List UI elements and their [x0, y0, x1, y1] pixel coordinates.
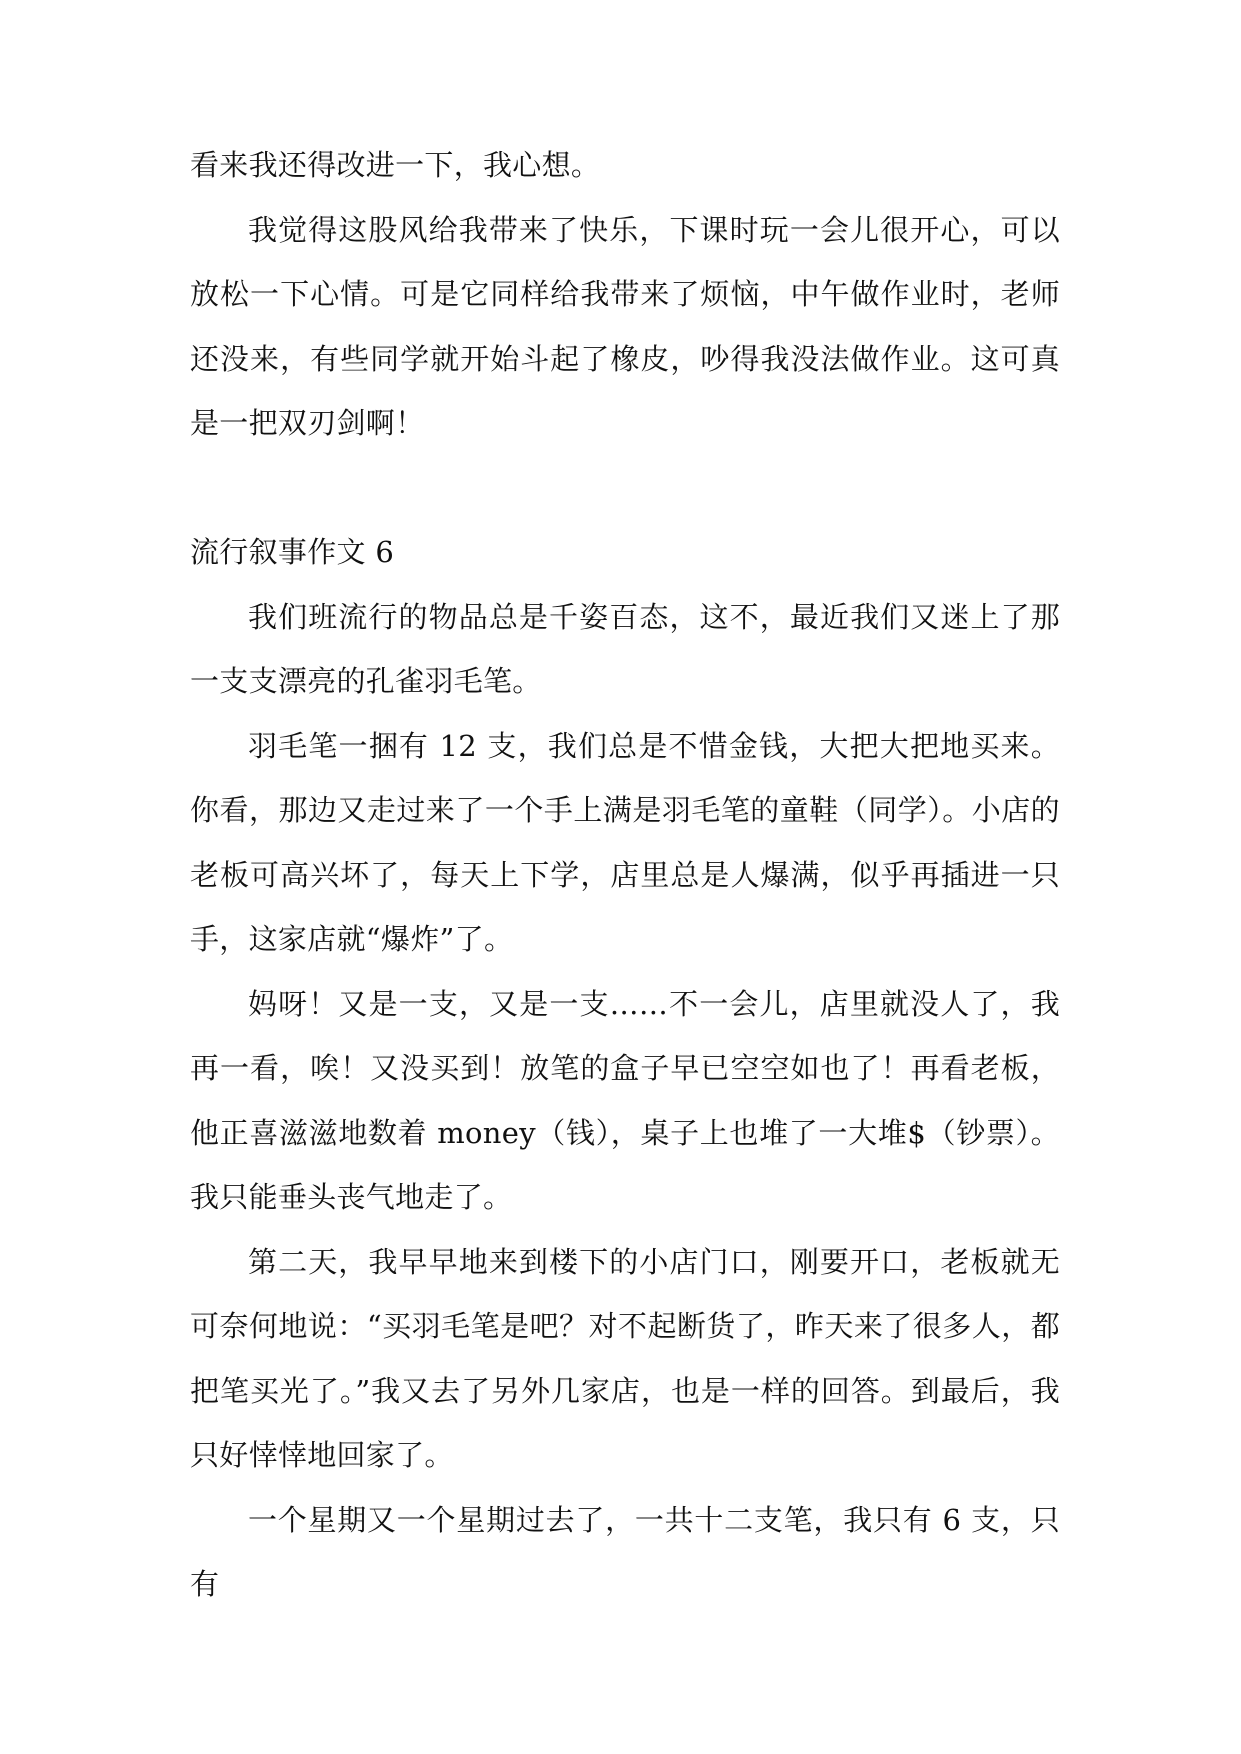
paragraph: 看来我还得改进一下，我心想。 [190, 148, 601, 182]
paragraph: 我们班流行的物品总是千姿百态，这不，最近我们又迷上了那一支支漂亮的孔雀羽毛笔。 [190, 599, 1060, 698]
continuation-block [190, 133, 1060, 456]
paragraph: 一个星期又一个星期过去了，一共十二支笔，我只有 6 支，只有 [190, 1502, 1060, 1601]
paragraph: 我觉得这股风给我带来了快乐，下课时玩一会儿很开心，可以放松一下心情。可是它同样给我带来了烦恼，中午做作业时，老师还没来，有些同学就开始斗起了橡皮，吵得我没法做作业。这可真是一把双刃剑啊！ [190, 212, 1060, 440]
essay-section [190, 520, 1060, 1617]
paragraph: 第二天，我早早地来到楼下的小店门口，刚要开口，老板就无可奈何地说：“买羽毛笔是吧？对不起断货了，昨天来了很多人，都把笔买光了。”我又去了另外几家店，也是一样的回答。到最后，我只好悻悻地回家了。 [190, 1244, 1060, 1472]
paragraph: 妈呀！又是一支，又是一支……不一会儿，店里就没人了，我再一看，唉！又没买到！放笔的盒子早已空空如也了！再看老板，他正喜滋滋地数着 money（钱），桌子上也堆了一大堆$（钞票）。我只能垂头丧气地走了。 [190, 986, 1060, 1214]
paragraph: 羽毛笔一捆有 12 支，我们总是不惜金钱，大把大把地买来。你看，那边又走过来了一个手上满是羽毛笔的童鞋（同学）。小店的老板可高兴坏了，每天上下学，店里总是人爆满，似乎再插进一只手，这家店就“爆炸”了。 [190, 728, 1060, 956]
section-title: 流行叙事作文 6 [190, 535, 395, 569]
